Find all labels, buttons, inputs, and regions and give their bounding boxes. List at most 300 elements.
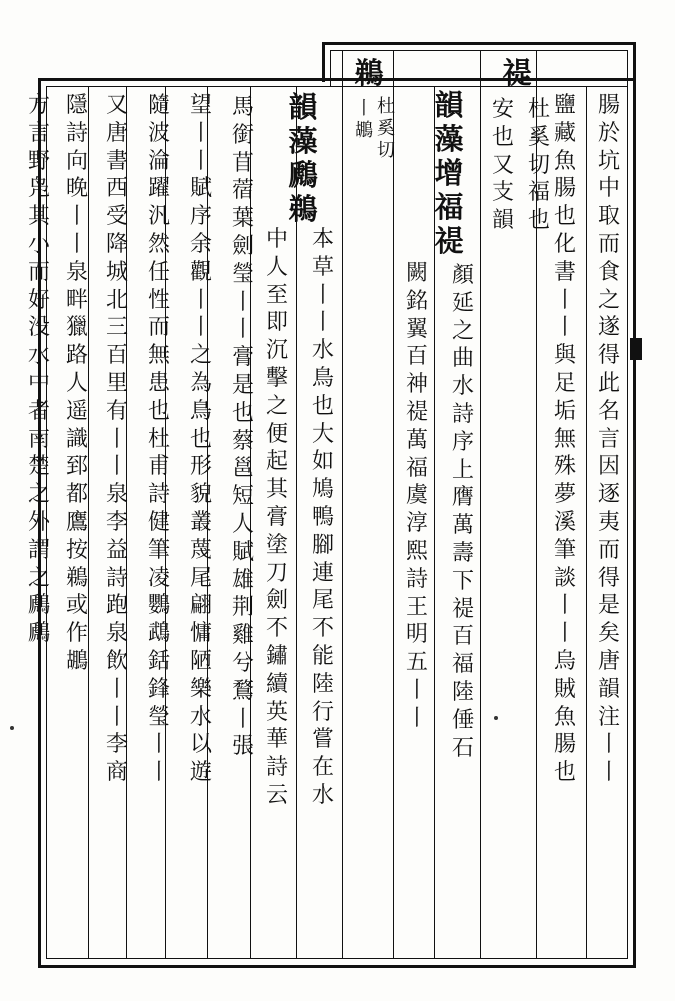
glyph: 即 (265, 310, 288, 336)
glyph: 福 (434, 190, 464, 224)
glyph: 藏 (553, 120, 576, 146)
glyph: 丨 (105, 704, 128, 730)
glyph: 杜 (527, 97, 550, 122)
glyph: 食 (597, 259, 620, 285)
glyph: 於 (597, 120, 620, 146)
glyph: 是 (597, 593, 620, 619)
glyph: 泉 (105, 621, 128, 647)
text-column-14 (104, 92, 130, 787)
glyph: 而 (147, 315, 170, 341)
glyph: 為 (189, 370, 212, 396)
glyph: 足 (553, 370, 576, 396)
glyph: 丨 (311, 282, 334, 308)
glyph: 或 (65, 593, 88, 619)
headword-column (500, 56, 534, 90)
glyph: 也 (231, 400, 254, 426)
glyph: 腸 (597, 93, 620, 118)
glyph: 翼 (405, 316, 428, 342)
glyph: 顏 (451, 263, 474, 288)
glyph: 沉 (265, 338, 288, 364)
glyph: 賊 (553, 676, 576, 702)
glyph: 筆 (147, 537, 170, 563)
glyph: 萬 (451, 513, 474, 539)
glyph: 嘗 (311, 727, 334, 753)
glyph: 唐 (597, 648, 620, 674)
glyph: 里 (105, 370, 128, 396)
glyph: 百 (405, 344, 428, 370)
text-column-1 (596, 92, 622, 787)
glyph: 丨 (405, 705, 428, 731)
glyph: 又 (105, 93, 128, 118)
glyph: 丨 (65, 204, 88, 230)
glyph: 劍 (265, 588, 288, 614)
glyph: 藻 (434, 122, 464, 156)
text-column-3 (526, 96, 552, 235)
glyph: 小 (27, 231, 50, 257)
glyph: 五 (405, 650, 428, 676)
text-column-10 (264, 226, 290, 810)
glyph: 能 (311, 643, 334, 669)
glyph: 書 (105, 148, 128, 174)
glyph: 晚 (65, 176, 88, 202)
glyph: 躍 (147, 176, 170, 202)
glyph: 陋 (189, 648, 212, 674)
margin-ink-mark (633, 440, 643, 520)
glyph: 坑 (597, 148, 620, 174)
glyph: 陸 (311, 671, 334, 697)
glyph: 而 (597, 537, 620, 563)
glyph: 畔 (65, 287, 88, 313)
glyph: 人 (265, 254, 288, 280)
glyph: 泉 (105, 482, 128, 508)
glyph: 談 (553, 565, 576, 591)
column-rule (393, 50, 394, 958)
glyph: 詩 (65, 120, 88, 146)
glyph: 然 (147, 231, 170, 257)
glyph: 遥 (65, 398, 88, 424)
glyph: 而 (597, 231, 620, 257)
glyph: 如 (311, 449, 334, 475)
glyph: 汎 (147, 204, 170, 230)
glyph: 遊 (189, 760, 212, 786)
glyph: 好 (27, 287, 50, 313)
glyph: 水 (311, 782, 334, 808)
glyph: 詩 (265, 755, 288, 781)
glyph: 受 (105, 204, 128, 230)
glyph: 大 (311, 421, 334, 447)
glyph: 禔 (451, 596, 474, 622)
glyph: 唐 (105, 120, 128, 146)
glyph: 水 (27, 343, 50, 369)
glyph: 連 (311, 560, 334, 586)
glyph: 杜 (147, 426, 170, 452)
glyph: 其 (27, 204, 50, 230)
glyph: 腸 (553, 732, 576, 758)
glyph: 也 (147, 398, 170, 424)
glyph: 起 (265, 449, 288, 475)
glyph: 蔑 (189, 537, 212, 563)
glyph: 切 (377, 140, 395, 161)
glyph: 雞 (231, 623, 254, 649)
glyph: 銜 (231, 122, 254, 148)
glyph: 延 (451, 290, 474, 316)
glyph: 丨 (553, 315, 576, 341)
glyph: 王 (405, 594, 428, 620)
glyph: 葉 (231, 206, 254, 232)
glyph: 銛 (147, 648, 170, 674)
glyph: 得 (597, 343, 620, 369)
glyph: 書 (553, 259, 576, 285)
glyph: 壽 (451, 540, 474, 566)
glyph: 上 (451, 457, 474, 483)
glyph: 禔 (502, 56, 532, 90)
glyph: 丨 (189, 287, 212, 313)
glyph: 城 (105, 259, 128, 285)
glyph: 鳥 (311, 365, 334, 391)
glyph: 尾 (189, 565, 212, 591)
glyph: 飲 (105, 648, 128, 674)
glyph: 此 (597, 370, 620, 396)
glyph: 之 (265, 393, 288, 419)
glyph: 無 (553, 426, 576, 452)
glyph: 銘 (405, 288, 428, 314)
glyph: 中 (265, 227, 288, 252)
glyph: 貌 (189, 482, 212, 508)
glyph: 膺 (451, 485, 474, 511)
glyph: 在 (311, 755, 334, 781)
glyph: 泉 (65, 259, 88, 285)
text-column-15 (64, 92, 90, 676)
glyph: 南 (27, 426, 50, 452)
glyph: 性 (147, 287, 170, 313)
glyph: 言 (597, 426, 620, 452)
glyph: 獵 (65, 315, 88, 341)
glyph: 雄 (231, 567, 254, 593)
glyph: 因 (597, 454, 620, 480)
glyph: 鵜 (354, 56, 384, 90)
glyph: 鵜 (65, 565, 88, 591)
glyph: 夷 (597, 509, 620, 535)
glyph: 李 (105, 732, 128, 758)
citation-heading-column (432, 88, 466, 258)
glyph: 奚 (377, 118, 395, 139)
glyph: 丨 (231, 317, 254, 343)
glyph: 水 (311, 338, 334, 364)
glyph: 北 (105, 287, 128, 313)
glyph: 鋒 (147, 676, 170, 702)
glyph: 與 (553, 343, 576, 369)
glyph: 下 (451, 568, 474, 594)
glyph: 詩 (405, 566, 428, 592)
glyph: 尾 (311, 588, 334, 614)
glyph: 之 (451, 318, 474, 344)
glyph: 英 (265, 699, 288, 725)
glyph: 鸚 (147, 593, 170, 619)
glyph: 膏 (265, 504, 288, 530)
text-column-13 (146, 92, 172, 787)
glyph: 鷉 (288, 158, 318, 192)
text-column-8 (354, 98, 374, 142)
glyph: 之 (189, 343, 212, 369)
glyph: 李 (105, 509, 128, 535)
glyph: 按 (65, 537, 88, 563)
glyph: 丨 (553, 621, 576, 647)
glyph: 健 (147, 509, 170, 535)
glyph: 識 (65, 426, 88, 452)
glyph: 丨 (231, 706, 254, 732)
glyph: 曲 (451, 346, 474, 372)
glyph: 夢 (553, 482, 576, 508)
glyph: 劍 (231, 233, 254, 259)
glyph: 叢 (189, 509, 212, 535)
glyph: 甫 (147, 454, 170, 480)
glyph: 凌 (147, 565, 170, 591)
glyph: 馬 (231, 95, 254, 120)
glyph: 云 (265, 782, 288, 808)
glyph: 序 (451, 429, 474, 455)
text-column-5 (450, 262, 476, 762)
glyph: 福 (405, 455, 428, 481)
ink-speck (10, 726, 14, 730)
glyph: 鶘 (65, 648, 88, 674)
glyph: 殊 (553, 454, 576, 480)
glyph: 之 (27, 482, 50, 508)
glyph: 草 (311, 254, 334, 280)
column-rule (342, 50, 343, 958)
glyph: 丨 (105, 426, 128, 452)
glyph: 鶘 (355, 120, 373, 141)
glyph: 虞 (405, 483, 428, 509)
glyph: 無 (147, 343, 170, 369)
glyph: 張 (231, 734, 254, 760)
glyph: 三 (105, 315, 128, 341)
glyph: 人 (231, 511, 254, 537)
text-column-4 (490, 96, 516, 235)
glyph: 不 (311, 616, 334, 642)
glyph: 鳥 (189, 398, 212, 424)
glyph: 丨 (231, 289, 254, 315)
text-column-16 (26, 92, 52, 648)
glyph: 商 (105, 760, 128, 786)
glyph: 望 (189, 93, 212, 118)
glyph: 百 (451, 624, 474, 650)
glyph: 中 (27, 370, 50, 396)
glyph: 者 (27, 398, 50, 424)
glyph: 鴨 (311, 504, 334, 530)
glyph: 丨 (105, 676, 128, 702)
glyph: 不 (265, 616, 288, 642)
glyph: 也 (553, 760, 576, 786)
glyph: 水 (451, 374, 474, 400)
column-rule (586, 86, 587, 958)
glyph: 鵜 (288, 192, 318, 226)
glyph: 形 (189, 454, 212, 480)
glyph: 安 (491, 97, 514, 122)
glyph: 患 (147, 370, 170, 396)
glyph: 野 (27, 148, 50, 174)
glyph: 逐 (597, 482, 620, 508)
headword-column (352, 56, 386, 90)
glyph: 萬 (405, 427, 428, 453)
ink-speck (494, 716, 498, 720)
glyph: 至 (265, 282, 288, 308)
glyph: 丨 (553, 287, 576, 313)
glyph: 方 (27, 93, 50, 118)
glyph: 矣 (597, 621, 620, 647)
glyph: 化 (553, 231, 576, 257)
glyph: 詩 (105, 565, 128, 591)
glyph: 丨 (405, 677, 428, 703)
glyph: 隱 (65, 93, 88, 118)
glyph: 明 (405, 622, 428, 648)
glyph: 韻 (288, 90, 318, 124)
glyph: 西 (105, 176, 128, 202)
glyph: 本 (311, 227, 334, 252)
glyph: 取 (597, 204, 620, 230)
glyph: 丨 (597, 732, 620, 758)
glyph: 魚 (553, 148, 576, 174)
glyph: 續 (265, 671, 288, 697)
glyph: 韻 (597, 676, 620, 702)
glyph: 行 (311, 699, 334, 725)
glyph: 也 (553, 204, 576, 230)
glyph: 是 (231, 372, 254, 398)
glyph: 謂 (27, 537, 50, 563)
glyph: 楚 (27, 454, 50, 480)
glyph: 熙 (405, 538, 428, 564)
text-column-2 (552, 92, 578, 787)
glyph: 兮 (231, 650, 254, 676)
glyph: 其 (265, 477, 288, 503)
glyph: 也 (189, 426, 212, 452)
glyph: 水 (189, 704, 212, 730)
text-column-7 (376, 96, 396, 162)
glyph: 得 (597, 565, 620, 591)
glyph: 序 (189, 204, 212, 230)
glyph: 禔 (405, 399, 428, 425)
glyph: 丨 (355, 98, 373, 119)
text-column-9 (310, 226, 336, 810)
column-rule (480, 50, 481, 958)
glyph: 丨 (189, 148, 212, 174)
glyph: 而 (27, 259, 50, 285)
glyph: 垢 (553, 398, 576, 424)
citation-heading-column (286, 90, 320, 226)
glyph: 塗 (265, 532, 288, 558)
glyph: 增 (434, 156, 464, 190)
glyph: 溪 (553, 509, 576, 535)
glyph: 注 (597, 704, 620, 730)
glyph: 隨 (147, 93, 170, 118)
glyph: 支 (491, 180, 514, 206)
glyph: 又 (491, 152, 514, 178)
glyph: 鷉 (27, 621, 50, 647)
glyph: 蔡 (231, 428, 254, 454)
glyph: 丨 (147, 732, 170, 758)
glyph: 韻 (491, 208, 514, 234)
glyph: 華 (265, 727, 288, 753)
glyph: 福 (527, 180, 550, 206)
margin-ink-mark (630, 338, 642, 360)
glyph: 丨 (65, 231, 88, 257)
glyph: 鶩 (231, 678, 254, 704)
glyph: 名 (597, 398, 620, 424)
glyph: 降 (105, 231, 128, 257)
glyph: 以 (189, 732, 212, 758)
glyph: 詩 (451, 401, 474, 427)
glyph: 奚 (527, 124, 550, 150)
glyph: 也 (527, 208, 550, 234)
glyph: 丨 (597, 760, 620, 786)
glyph: 切 (527, 152, 550, 178)
glyph: 腳 (311, 532, 334, 558)
glyph: 翩 (189, 593, 212, 619)
glyph: 百 (105, 343, 128, 369)
glyph: 邕 (231, 456, 254, 482)
glyph: 筆 (553, 537, 576, 563)
glyph: 烏 (553, 648, 576, 674)
glyph: 丨 (553, 593, 576, 619)
glyph: 刀 (265, 560, 288, 586)
glyph: 魚 (553, 704, 576, 730)
glyph: 路 (65, 343, 88, 369)
glyph: 鷉 (27, 593, 50, 619)
glyph: 慵 (189, 621, 212, 647)
glyph: 余 (189, 231, 212, 257)
glyph: 遂 (597, 315, 620, 341)
glyph: 言 (27, 120, 50, 146)
glyph: 福 (451, 652, 474, 678)
glyph: 波 (147, 120, 170, 146)
glyph: 也 (491, 124, 514, 150)
glyph: 樂 (189, 676, 212, 702)
glyph: 丨 (189, 120, 212, 146)
glyph: 淪 (147, 148, 170, 174)
glyph: 鏽 (265, 643, 288, 669)
glyph: 鹽 (553, 93, 576, 118)
text-column-6 (404, 260, 430, 733)
glyph: 擊 (265, 365, 288, 391)
glyph: 外 (27, 509, 50, 535)
glyph: 丨 (189, 315, 212, 341)
glyph: 蓿 (231, 178, 254, 204)
glyph: 益 (105, 537, 128, 563)
glyph: 石 (451, 735, 474, 761)
glyph: 跑 (105, 593, 128, 619)
glyph: 短 (231, 484, 254, 510)
glyph: 向 (65, 148, 88, 174)
glyph: 杜 (377, 96, 395, 117)
glyph: 任 (147, 259, 170, 285)
glyph: 藻 (288, 124, 318, 158)
glyph: 丨 (105, 454, 128, 480)
glyph: 鵡 (147, 621, 170, 647)
glyph: 賦 (189, 176, 212, 202)
glyph: 瑩 (147, 704, 170, 730)
glyph: 苜 (231, 150, 254, 176)
glyph: 人 (65, 370, 88, 396)
glyph: 之 (597, 287, 620, 313)
glyph: 郅 (65, 454, 88, 480)
glyph: 韻 (434, 88, 464, 122)
glyph: 膏 (231, 345, 254, 371)
glyph: 丨 (147, 760, 170, 786)
glyph: 詩 (147, 482, 170, 508)
glyph: 丨 (311, 310, 334, 336)
glyph: 闕 (405, 261, 428, 286)
glyph: 瑩 (231, 261, 254, 287)
glyph: 之 (27, 565, 50, 591)
